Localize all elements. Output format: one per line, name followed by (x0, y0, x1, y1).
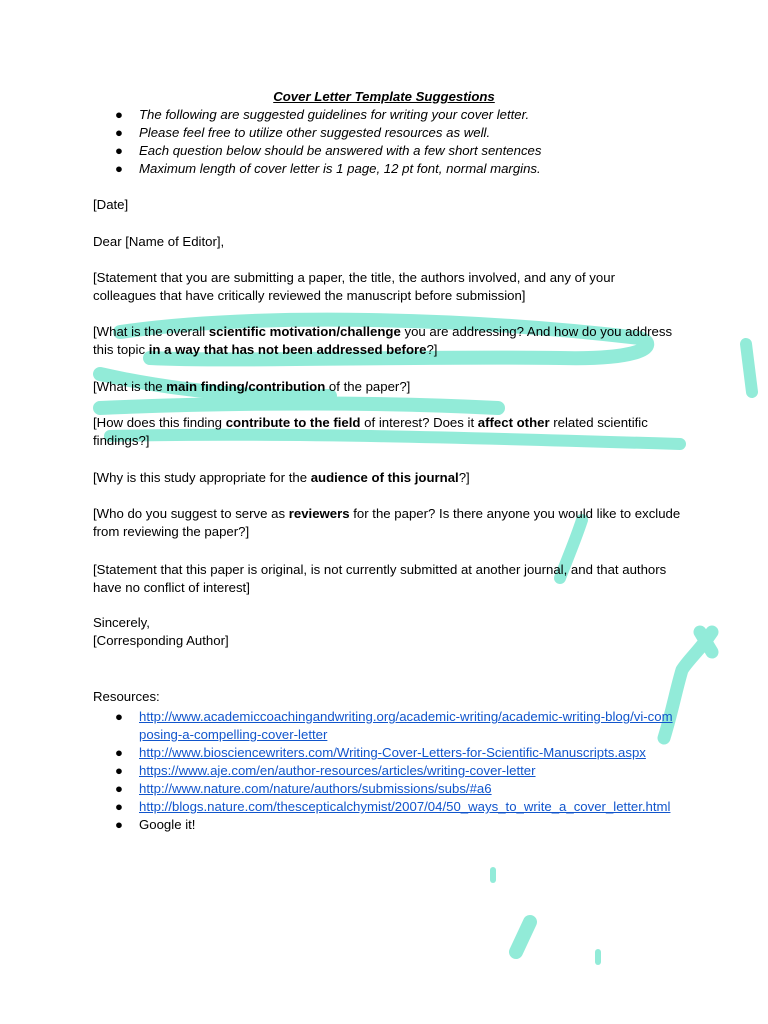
bullet-icon: ● (115, 107, 123, 122)
question-text: of the paper?] (325, 379, 411, 394)
highlight-stroke-small-2 (516, 922, 530, 952)
list-item (115, 124, 541, 142)
bullet-icon: ● (115, 125, 123, 140)
list-item (115, 142, 541, 160)
guideline-text: Each question below should be answered with a few short sentences (139, 143, 542, 158)
question-text: for the paper? Is there anyone you would like to exclude from reviewing the paper?] (93, 506, 681, 539)
guideline-text: Please feel free to utilize other suggested resources as well. (139, 125, 491, 140)
bullet-icon: ● (115, 781, 123, 796)
list-item (115, 816, 675, 834)
resource-text: Google it! (139, 817, 196, 832)
resources-label: Resources: (93, 689, 160, 704)
question-text: ?] (458, 470, 470, 485)
question-emphasis: contribute to the field (225, 415, 361, 430)
question-emphasis: scientific motivation/challenge (208, 324, 401, 339)
question-emphasis: in a way that has not been addressed before (148, 342, 427, 357)
list-item (115, 744, 675, 762)
submission-statement-text: [Statement that you are submitting a paper, the title, the authors involved, and any of your colleagues that have critically reviewed the manuscript before submission] (93, 270, 615, 303)
list-item (115, 798, 675, 816)
date-placeholder (93, 196, 693, 214)
list-item (115, 780, 675, 798)
list-item (115, 708, 675, 744)
question-motivation (93, 323, 673, 359)
originality-statement-text: [Statement that this paper is original, is not currently submitted at another journal, and that authors have no conflict of interest] (93, 562, 667, 595)
question-finding (93, 378, 693, 396)
closing-text: Sincerely, (93, 615, 150, 630)
resources-heading (93, 688, 693, 706)
question-text: [Who do you suggest to serve as (93, 506, 289, 521)
resource-link[interactable]: http://www.biosciencewriters.com/Writing-Cover-Letters-for-Scientific-Manuscripts.aspx (139, 745, 646, 760)
date-text: [Date] (93, 197, 129, 212)
question-audience (93, 469, 693, 487)
bullet-icon: ● (115, 161, 123, 176)
guideline-text: Maximum length of cover letter is 1 page, 12 pt font, normal margins. (139, 161, 541, 176)
submission-statement (93, 269, 673, 305)
question-text: you are addressing? And how do you address this topic (93, 324, 673, 357)
question-text: [What is the (93, 379, 167, 394)
question-text: [How does this finding (93, 415, 226, 430)
question-reviewers (93, 505, 681, 541)
highlight-stroke-contribute-1 (100, 404, 498, 409)
signature-text: [Corresponding Author] (93, 633, 229, 648)
salutation (93, 233, 693, 251)
resource-link[interactable]: http://www.academiccoachingandwriting.org/academic-writing/academic-writing-blog/vi-composing-a-compelling-cover-letter (139, 709, 673, 742)
resource-link[interactable]: https://www.aje.com/en/author-resources/articles/writing-cover-letter (139, 763, 536, 778)
bullet-icon: ● (115, 817, 123, 832)
page-title: Cover Letter Template Suggestions (273, 89, 495, 104)
question-text: [Why is this study appropriate for the (93, 470, 311, 485)
question-emphasis: reviewers (288, 506, 350, 521)
resource-link[interactable]: http://blogs.nature.com/thescepticalchymist/2007/04/50_ways_to_write_a_cover_letter.html (139, 799, 671, 814)
list-item (115, 106, 541, 124)
closing-block (93, 614, 693, 650)
question-emphasis: main finding/contribution (166, 379, 326, 394)
highlight-stroke-right-mark (746, 344, 752, 392)
question-text: related scientific findings?] (93, 415, 648, 448)
bullet-icon: ● (115, 799, 123, 814)
resource-link[interactable]: http://www.nature.com/nature/authors/submissions/subs/#a6 (139, 781, 492, 796)
bullet-icon: ● (115, 709, 123, 724)
question-text: of interest? Does it (360, 415, 478, 430)
question-emphasis: affect other (477, 415, 550, 430)
salutation-text: Dear [Name of Editor], (93, 234, 225, 249)
bullet-icon: ● (115, 763, 123, 778)
resources-list (115, 708, 675, 834)
bullet-icon: ● (115, 143, 123, 158)
list-item (115, 160, 541, 178)
guideline-text: The following are suggested guidelines for writing your cover letter. (139, 107, 530, 122)
guidelines-list (115, 106, 541, 178)
question-text: [What is the overall (93, 324, 209, 339)
originality-statement (93, 561, 673, 597)
question-emphasis: audience of this journal (310, 470, 459, 485)
question-text: ?] (426, 342, 438, 357)
bullet-icon: ● (115, 745, 123, 760)
question-contribute (93, 414, 673, 450)
list-item (115, 762, 675, 780)
